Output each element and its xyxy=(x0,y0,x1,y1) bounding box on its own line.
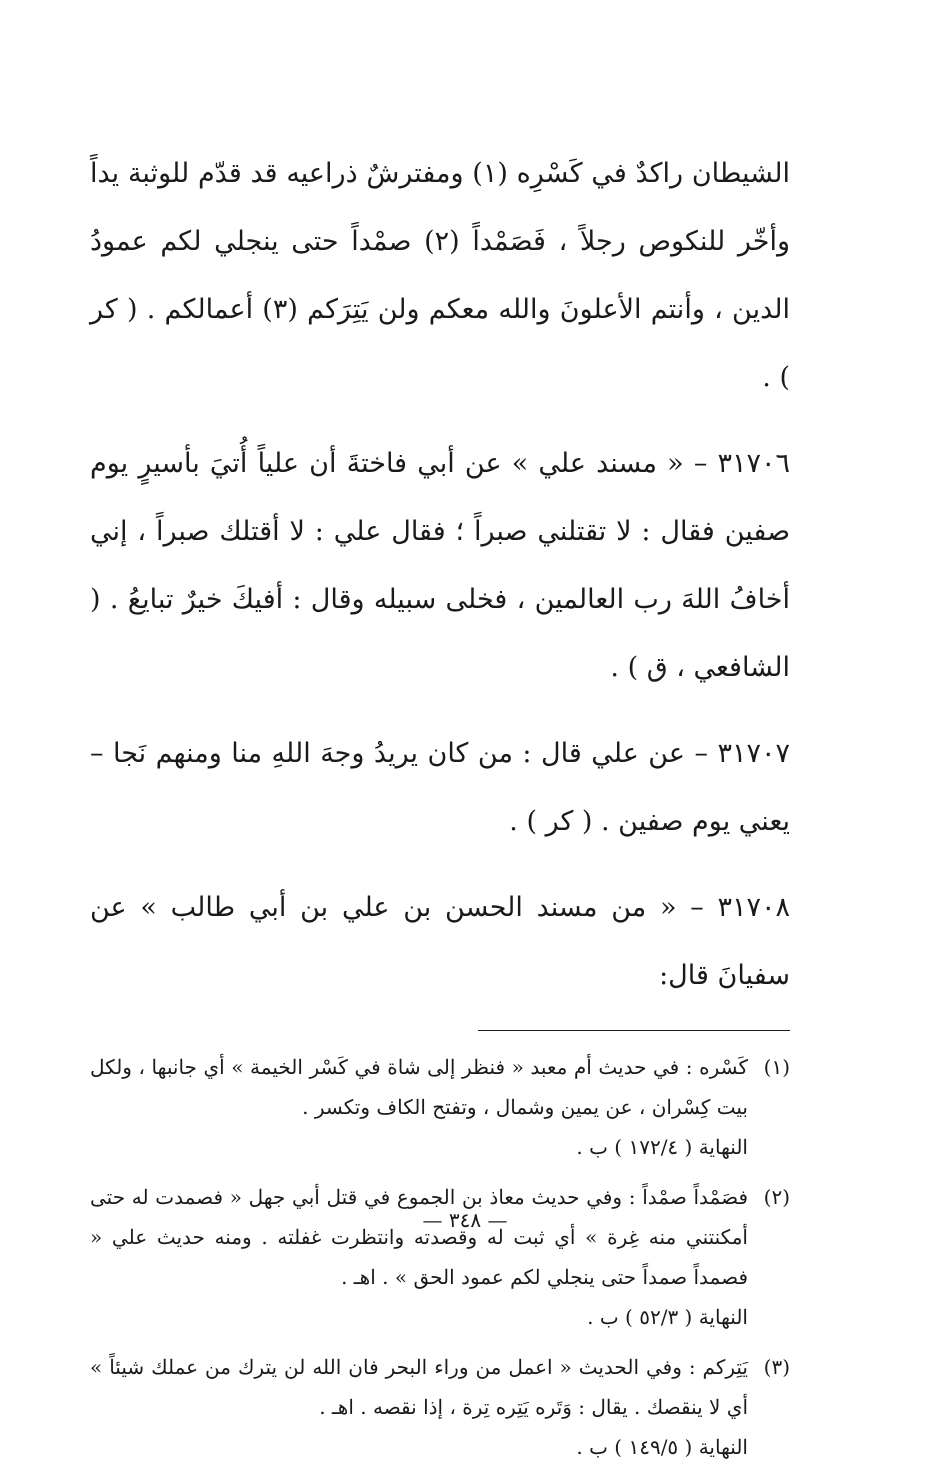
hadith-31706: ٣١٧٠٦ – « مسند علي » عن أبي فاختةَ أن علياً أُتيَ بأسيرٍ يوم صفين فقال : لا تقتلني صبراً ؛ فقال علي : لا أقتلك صبراً ، إني أخافُ اللهَ رب العالمين ، فخلى سبيله وقال : أفيكَ خيرٌ تبايعُ . ( الشافعي ، ق ) . xyxy=(90,448,790,683)
footnote-marker: (١) xyxy=(763,1055,790,1079)
page-body xyxy=(90,140,790,1477)
footnote-text: كَسْره : في حديث أم معبد « فنظر إلى شاة في كَسْر الخيمة » أي جانبها ، ولكل بيت كِسْران ، عن يمين وشمال ، وتفتح الكاف وتكسر . xyxy=(90,1055,748,1119)
footnote-marker: (٣) xyxy=(763,1355,790,1379)
footnote-source: النهاية ( ١٧٢/٤ ) ب . xyxy=(576,1135,748,1159)
footnote-2 xyxy=(90,1177,790,1337)
page-number: — ٣٤٨ — xyxy=(422,1208,508,1232)
text-paragraph: الشيطان راكدٌ في كَسْرِه (١) ومفترشٌ ذراعيه قد قدّم للوثبة يداً وأخّر للنكوص رجلاً ، فَصَمْداً (٢) صمْداً حتى ينجلي لكم عمودُ الدين ، وأنتم الأعلونَ والله معكم ولن يَتِرَكم (٣) أعمالكم . ( كر ) . xyxy=(90,158,790,393)
footnote-text: فصَمْداً صمْداً : وفي حديث معاذ بن الجموع في قتل أبي جهل « فصمدت له حتى أمكنتني منه غِرة » أي ثبت له وقصدته وانتظرت غفلته . ومنه حديث علي « فصمداً صمداً حتى ينجلي لكم عمود الحق » . اهـ . xyxy=(90,1185,749,1289)
footnote-3 xyxy=(90,1347,790,1467)
footnote-1 xyxy=(90,1047,790,1167)
footnote-text: يَتِركم : وفي الحديث « اعمل من وراء البحر فان الله لن يترك من عملك شيئاً » أي لا ينقصك . يقال : وَتَره يَتِره تِرة ، إذا نقصه . اهـ . xyxy=(90,1355,748,1419)
footnote-source: النهاية ( ٥٢/٣ ) ب . xyxy=(587,1305,748,1329)
hadith-31707: ٣١٧٠٧ – عن علي قال : من كان يريدُ وجهَ اللهِ منا ومنهم نَجا – يعني يوم صفين . ( كر ) . xyxy=(90,738,790,837)
hadith-31708: ٣١٧٠٨ – « من مسند الحسن بن علي بن أبي طالب » عن سفيانَ قال: xyxy=(90,892,790,991)
footnote-source: النهاية ( ١٤٩/٥ ) ب . xyxy=(576,1435,748,1459)
footnote-marker: (٢) xyxy=(763,1185,790,1209)
footnote-divider xyxy=(478,1030,790,1031)
